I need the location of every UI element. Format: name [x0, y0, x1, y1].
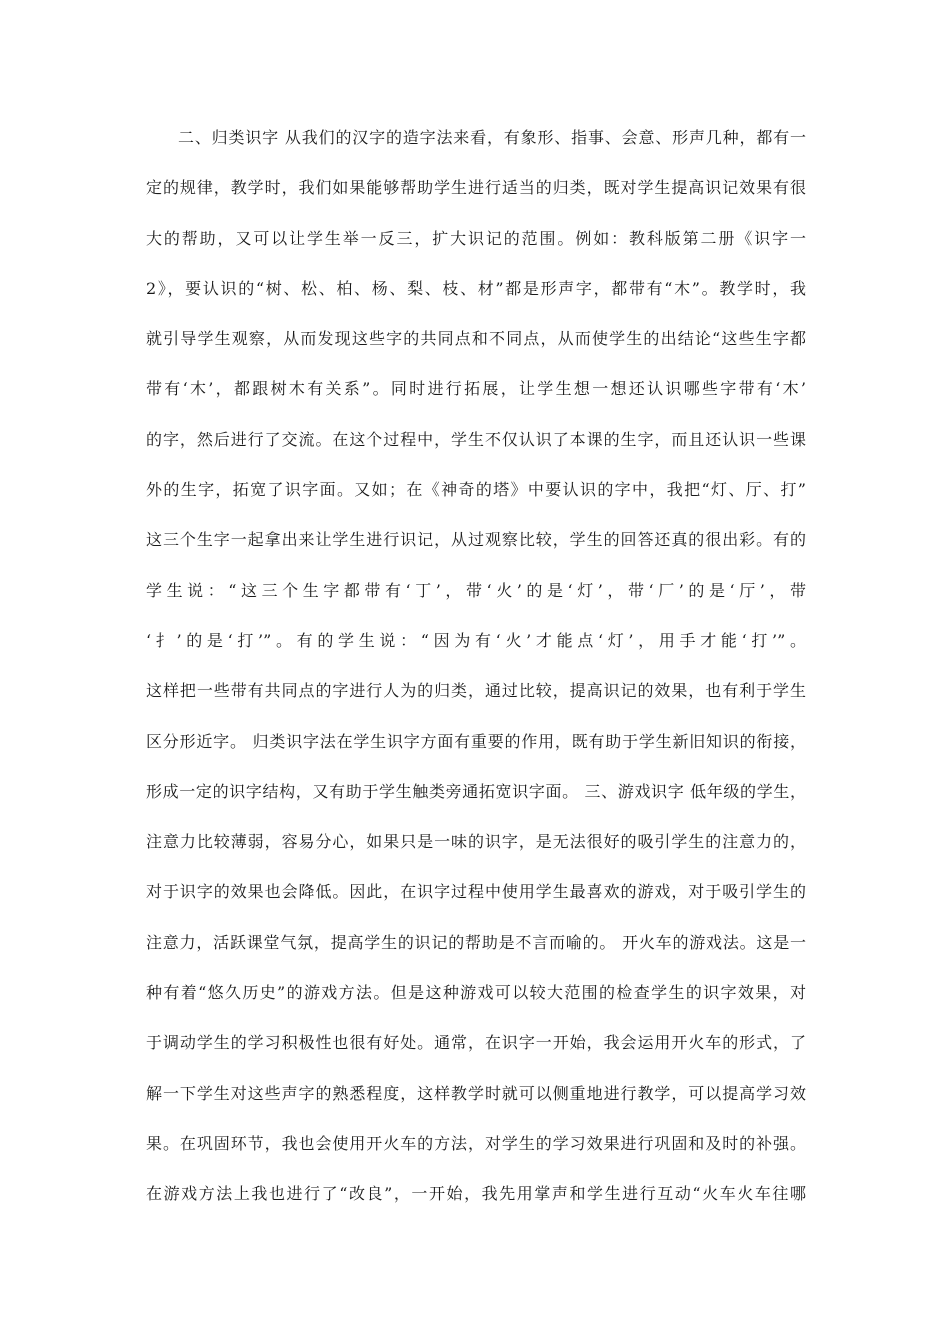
text-line: 带有‘木’，都跟树木有关系”。同时进行拓展，让学生想一想还认识哪些字带有‘木’ — [146, 379, 806, 399]
text-line: 就引导学生观察，从而发现这些字的共同点和不同点，从而使学生的出结论“这些生字都 — [146, 329, 806, 349]
text-line: 这三个生字一起拿出来让学生进行识记，从过观察比较，学生的回答还真的很出彩。有的 — [146, 530, 806, 550]
text-line: 大的帮助，又可以让学生举一反三，扩大识记的范围。例如：教科版第二册《识字一 — [146, 228, 806, 248]
text-line: 学生说：“这三个生字都带有‘丁’，带‘火’的是‘灯’，带‘厂’的是‘厅’，带 — [146, 580, 806, 600]
text-line: 对于识字的效果也会降低。因此，在识字过程中使用学生最喜欢的游戏，对于吸引学生的 — [146, 882, 806, 902]
text-line: ‘扌’的是‘打’”。有的学生说：“因为有‘火’才能点‘灯’，用手才能‘打’”。 — [146, 630, 806, 650]
text-line: 2》，要认识的“树、松、柏、杨、梨、枝、材”都是形声字，都带有“木”。教学时，我 — [146, 278, 806, 298]
text-line: 注意力比较薄弱，容易分心，如果只是一味的识字，是无法很好的吸引学生的注意力的， — [146, 832, 806, 852]
text-line: 的字，然后进行了交流。在这个过程中，学生不仅认识了本课的生字，而且还认识一些课 — [146, 429, 806, 449]
text-line: 这样把一些带有共同点的字进行人为的归类，通过比较，提高识记的效果，也有利于学生 — [146, 681, 806, 701]
text-line: 在游戏方法上我也进行了“改良”，一开始，我先用掌声和学生进行互动“火车火车往哪 — [146, 1184, 806, 1204]
document-body — [146, 126, 806, 1206]
text-line: 注意力，活跃课堂气氛，提高学生的识记的帮助是不言而喻的。 开火车的游戏法。这是一 — [146, 932, 806, 952]
text-line: 区分形近字。 归类识字法在学生识字方面有重要的作用，既有助于学生新旧知识的衔接， — [146, 731, 806, 751]
text-line: 外的生字，拓宽了识字面。又如；在《神奇的塔》中要认识的字中，我把“灯、厅、打” — [146, 480, 806, 500]
text-line: 于调动学生的学习积极性也很有好处。通常，在识字一开始，我会运用开火车的形式，了 — [146, 1033, 806, 1053]
text-line: 种有着“悠久历史”的游戏方法。但是这种游戏可以较大范围的检查学生的识字效果，对 — [146, 983, 806, 1003]
text-line: 二、归类识字 从我们的汉字的造字法来看，有象形、指事、会意、形声几种，都有一 — [178, 128, 806, 147]
text-line: 定的规律，教学时，我们如果能够帮助学生进行适当的归类，既对学生提高识记效果有很 — [146, 178, 806, 198]
text-line: 形成一定的识字结构，又有助于学生触类旁通拓宽识字面。 三、游戏识字 低年级的学生， — [146, 781, 806, 801]
text-line: 解一下学生对这些声字的熟悉程度，这样教学时就可以侧重地进行教学，可以提高学习效 — [146, 1083, 806, 1103]
text-line: 果。在巩固环节，我也会使用开火车的方法，对学生的学习效果进行巩固和及时的补强。 — [146, 1133, 806, 1153]
